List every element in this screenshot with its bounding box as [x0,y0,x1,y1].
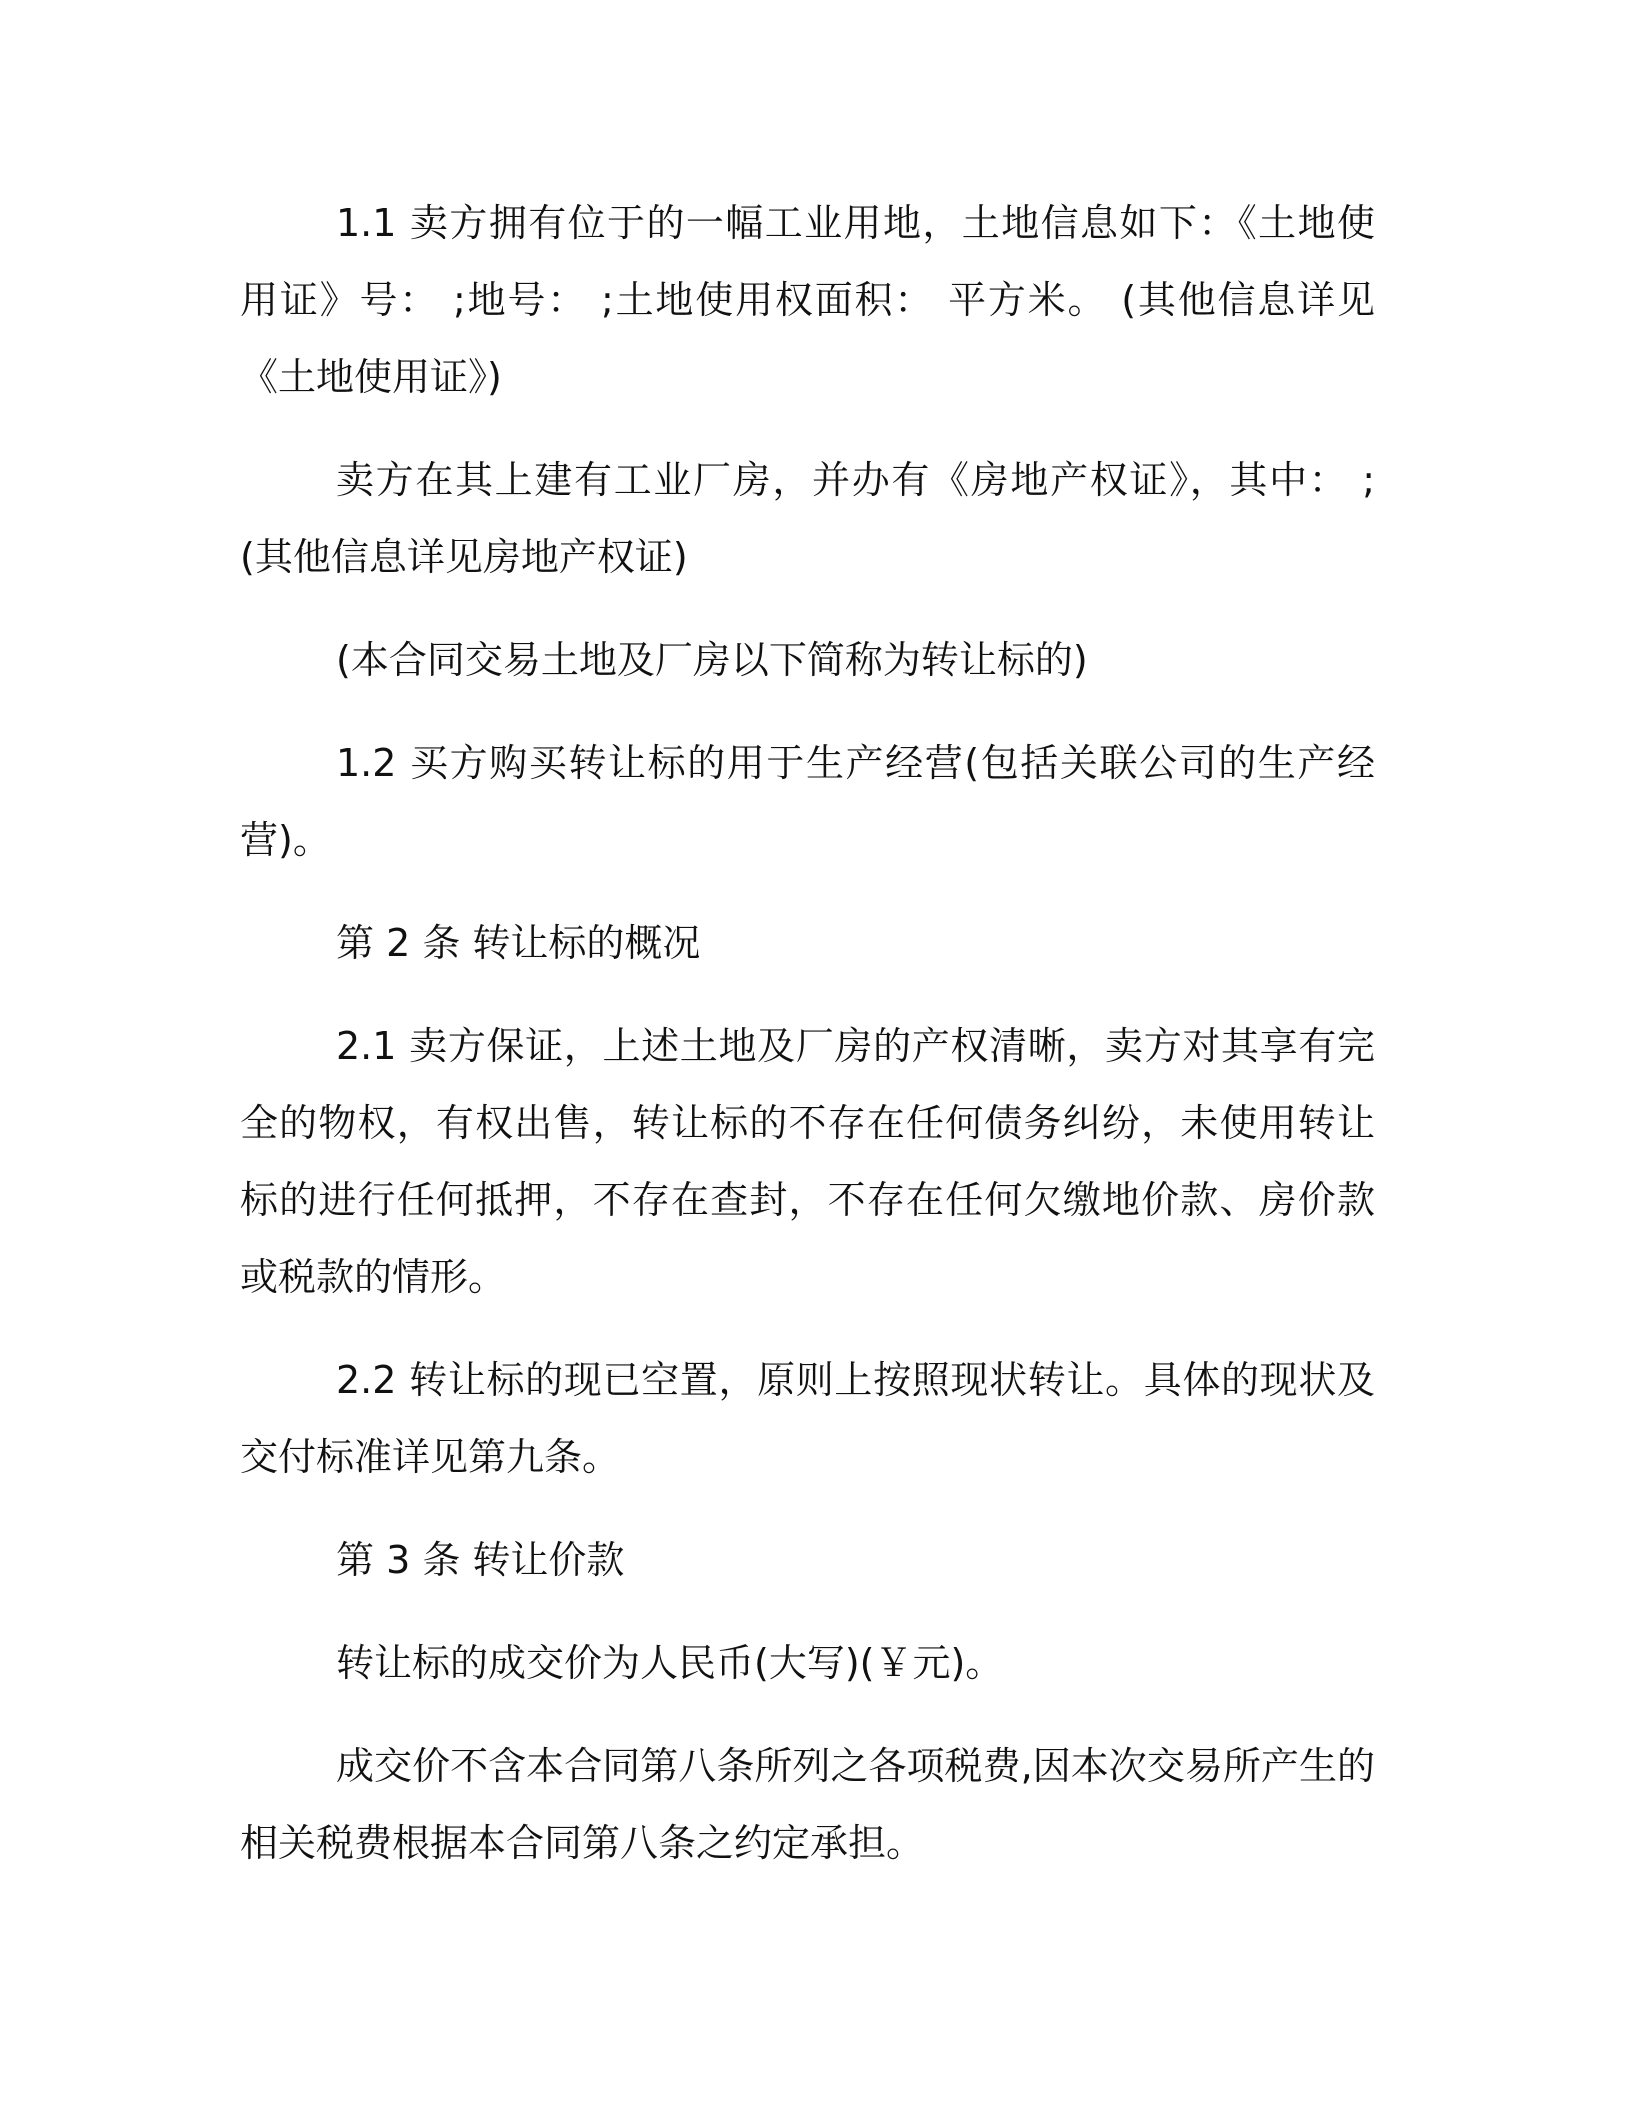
document-body [240,185,1375,1908]
taxes-and-fees-paragraph: 成交价不含本合同第八条所列之各项税费,因本次交易所产生的相关税费根据本合同第八条之约定承担。 [240,1744,1375,1865]
factory-building-paragraph: 卖方在其上建有工业厂房，并办有《房地产权证》，其中： ; (其他信息详见房地产权证) [240,458,1375,579]
transaction-price-paragraph: 转让标的成交价为人民币(大写)(￥元)。 [336,1641,1004,1685]
article-2-heading: 第 2 条 转让标的概况 [336,921,701,965]
clause-2-1-paragraph: 2.1 卖方保证，上述土地及厂房的产权清晰，卖方对其享有完全的物权，有权出售，转让标的不存在任何债务纠纷，未使用转让标的进行任何抵押，不存在查封，不存在任何欠缴地价款、房价款或税款的情形。 [240,1024,1375,1299]
transfer-subject-definition-paragraph: (本合同交易土地及厂房以下简称为转让标的) [336,638,1088,682]
article-3-heading: 第 3 条 转让价款 [336,1538,625,1582]
clause-1-2-paragraph: 1.2 买方购买转让标的用于生产经营(包括关联公司的生产经营)。 [240,741,1375,862]
clause-2-2-paragraph: 2.2 转让标的现已空置，原则上按照现状转让。具体的现状及交付标准详见第九条。 [240,1358,1375,1479]
clause-1-1-paragraph: 1.1 卖方拥有位于的一幅工业用地，土地信息如下：《土地使用证》号： ;地号： ;土地使用权面积： 平方米。 (其他信息详见《土地使用证》) [240,201,1375,399]
